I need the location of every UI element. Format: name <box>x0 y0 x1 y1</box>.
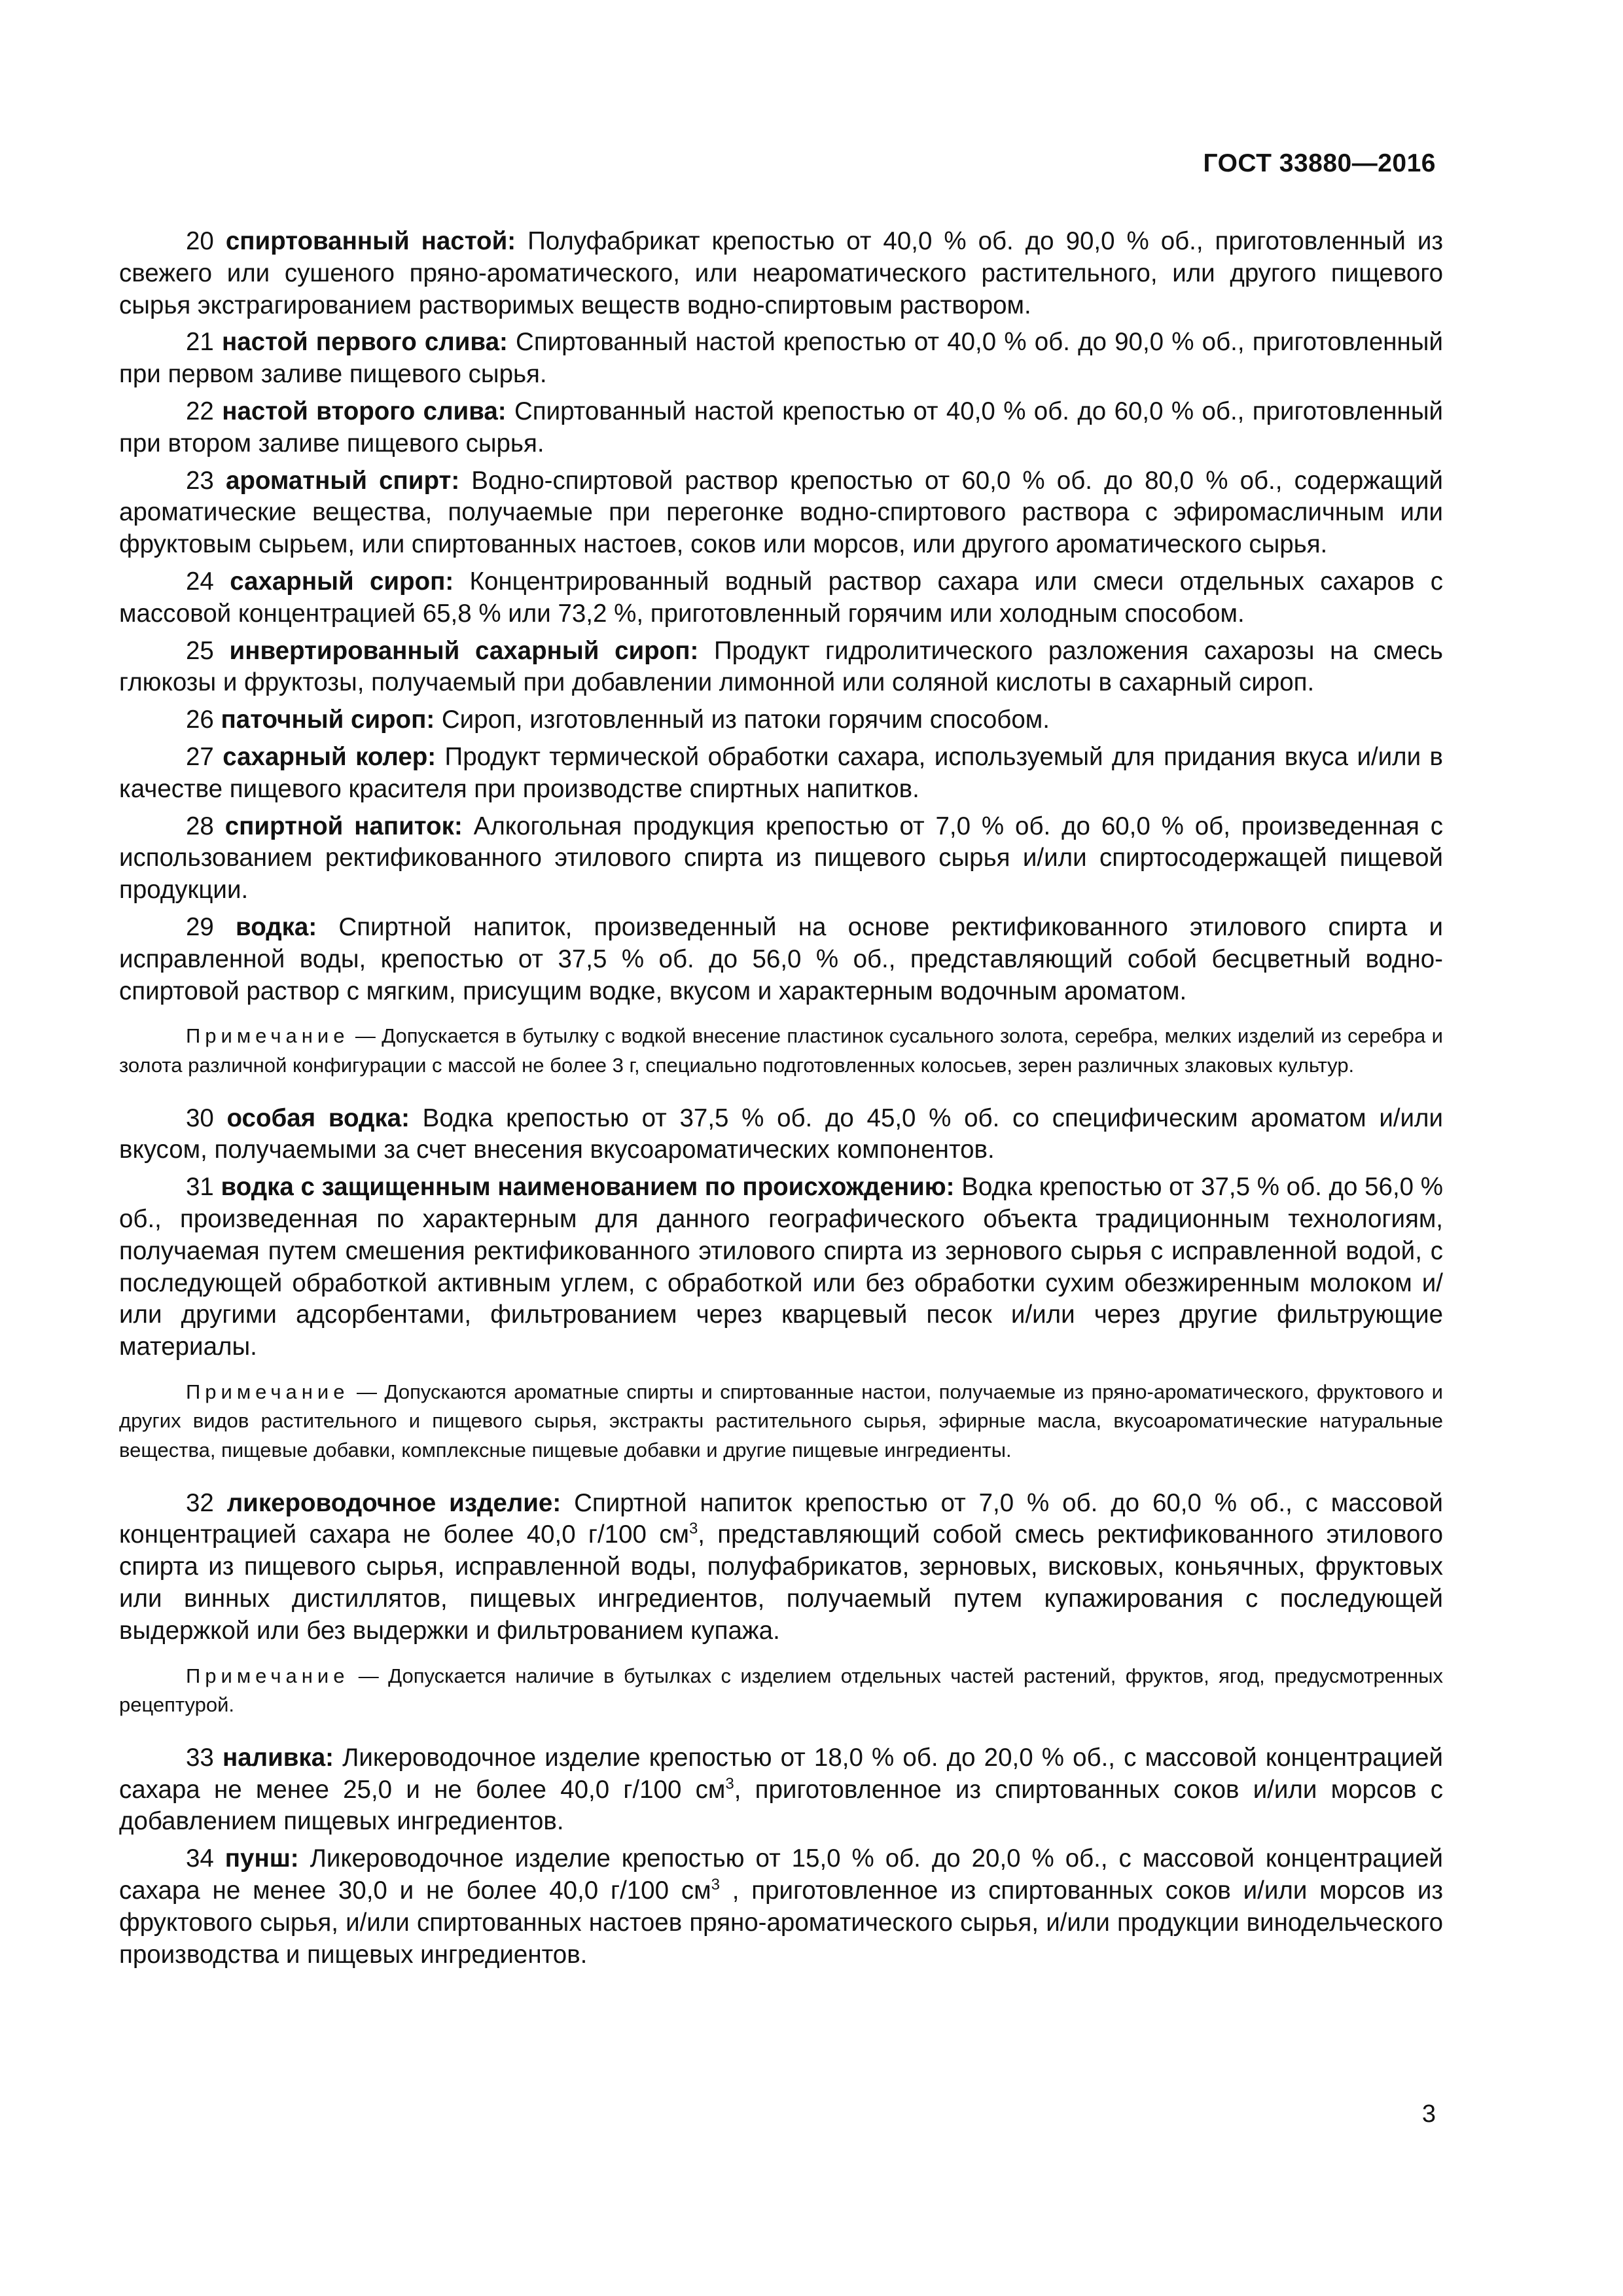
term-number: 29 <box>186 912 236 941</box>
term-number: 22 <box>186 397 223 425</box>
term-name: инвертированный сахарный сироп: <box>229 636 699 665</box>
term-26 <box>119 704 1443 736</box>
term-number: 24 <box>186 567 230 596</box>
note-label: Примечание <box>186 1380 349 1403</box>
note-text: Допускаются ароматные спирты и спиртованные настои, получаемые из пряно-ароматического, фруктового и других видов растительного и пищевого сырья, экстракты растительного сырья, эфирные масла, вкусоароматические натуральные вещества, пищевые добавки, комплексные пищевые добавки и другие пищевые ингредиенты. <box>119 1380 1443 1462</box>
superscript: 3 <box>688 1520 698 1538</box>
term-name: водка: <box>236 912 317 941</box>
term-name: пунш: <box>224 1844 299 1873</box>
term-name: сахарный колер: <box>223 742 437 771</box>
term-number: 28 <box>186 812 225 840</box>
term-25 <box>119 636 1443 700</box>
term-definition-part: , представляющий собой смесь ректификованного этилового спирта из пищевого сырья, исправленной воды, полуфабрикатов, зерновых, висковых, коньячных, фруктовых или винных дистиллятов, пищевых ингредиентов, получаемый путем купажирования с последующей выдержкой или без выдержки и фильтрованием купажа. <box>119 1520 1443 1645</box>
term-name: водка с защищенным наименованием по происхождению: <box>221 1173 955 1202</box>
term-definition: Водка крепостью от 37,5 % об. до 56,0 % об., произведенная по характерным для данного географического объекта традиционным технологиям, получаемая путем смешения ректификованного этилового спирта из зернового сырья с исправленной водой, с последующей обработкой активным углем, с обработкой или без обработки сухим обезжиренным молоком и/или другими адсорбентами, фильтрованием через кварцевый песок и/или через другие фильтрующие материалы. <box>119 1173 1444 1361</box>
term-definition-part: , приготовленное из спиртованных соков и/или морсов из фруктового сырья, и/или спиртованных настоев пряно-ароматического сырья, и/или продукции винодельческого производства и пищевых ингредиентов. <box>119 1876 1444 1969</box>
term-definition: Спиртованный настой крепостью от 40,0 % об. до 90,0 % об., приготовленный при первом заливе пищевого сырья. <box>119 328 1443 389</box>
term-27 <box>119 742 1443 806</box>
term-definition: Водно-спиртовой раствор крепостью от 60,0 % об. до 80,0 % об., содержащий ароматические вещества, получаемые при перегонке водно-спиртового раствора с эфиромасличным или фруктовым сырьем, или спиртованных настоев, соков или морсов, или другого ароматического сырья. <box>119 466 1443 559</box>
term-24 <box>119 566 1443 630</box>
page-number: 3 <box>1421 2100 1436 2128</box>
term-number: 25 <box>186 636 230 665</box>
standard-header: ГОСТ 33880—2016 <box>1203 149 1436 177</box>
term-name: настой второго слива: <box>222 397 507 425</box>
note-dash: — <box>349 1380 385 1403</box>
term-number: 23 <box>186 466 226 495</box>
term-23 <box>119 465 1443 561</box>
term-29 <box>119 912 1443 1007</box>
term-name: ликероводочное изделие: <box>226 1488 562 1517</box>
term-definition-part: , приготовленное из спиртованных соков и/или морсов с добавлением пищевых ингредиентов. <box>119 1775 1444 1836</box>
term-definition: Продукт гидролитического разложения сахарозы на смесь глюкозы и фруктозы, получаемый при добавлении лимонной или соляной кислоты в сахарный сироп. <box>119 636 1443 697</box>
term-28 <box>119 811 1443 906</box>
note-29 <box>119 1022 1443 1080</box>
note-dash: — <box>349 1664 389 1687</box>
term-definition: Водка крепостью от 37,5 % об. до 45,0 % об. со специфическим ароматом и/или вкусом, получаемыми за счет внесения вкусоароматических компонентов. <box>119 1103 1443 1164</box>
term-32 <box>119 1488 1443 1647</box>
term-definition-part: Спиртной напиток крепостью от 7,0 % об. до 60,0 % об., с массовой концентрацией сахара не более 40,0 г/100 см <box>119 1488 1443 1549</box>
term-number: 33 <box>186 1743 223 1772</box>
note-dash: — <box>349 1024 382 1048</box>
term-definition: Сироп, изготовленный из патоки горячим способом. <box>435 706 1050 734</box>
term-name: ароматный спирт: <box>225 466 460 495</box>
note-label: Примечание <box>186 1664 349 1687</box>
term-name: наливка: <box>222 1743 334 1772</box>
term-definition: Алкогольная продукция крепостью от 7,0 % об. до 60,0 % об, произведенная с использованием ректификованного этилового спирта из пищевого сырья и/или спиртосодержащей пищевой продукции. <box>119 812 1443 905</box>
term-definition: Спиртной напиток, произведенный на основе ректификованного этилового спирта и исправленной воды, крепостью от 37,5 % об. до 56,0 % об., представляющий собой бесцветный водно-спиртовой раствор с мягким, присущим водке, вкусом и характерным водочным ароматом. <box>119 912 1443 1005</box>
term-name: спиртной напиток: <box>224 812 463 840</box>
term-definition-part: Ликероводочное изделие крепостью от 18,0 % об. до 20,0 % об., с массовой концентрацией сахара не менее 25,0 и не более 40,0 г/100 см <box>119 1743 1443 1804</box>
term-21 <box>119 327 1443 391</box>
term-definition: Концентрированный водный раствор сахара или смеси отдельных сахаров с массовой концентрацией 65,8 % или 73,2 %, приготовленный горячим или холодным способом. <box>119 567 1443 628</box>
term-definition-part: Ликероводочное изделие крепостью от 15,0 % об. до 20,0 % об., с массовой концентрацией сахара не менее 30,0 и не более 40,0 г/100 см <box>119 1844 1443 1905</box>
term-number: 20 <box>186 227 226 255</box>
term-definition: Спиртованный настой крепостью от 40,0 % об. до 60,0 % об., приготовленный при втором заливе пищевого сырья. <box>119 397 1443 457</box>
term-number: 27 <box>186 742 223 771</box>
term-30 <box>119 1103 1443 1167</box>
term-definition: Полуфабрикат крепостью от 40,0 % об. до 90,0 % об., приготовленный из свежего или сушеного пряно-ароматического, или неароматического растительного, или другого пищевого сырья экстрагированием растворимых веществ водно-спиртовым раствором. <box>119 227 1443 319</box>
superscript: 3 <box>711 1876 720 1894</box>
superscript: 3 <box>725 1774 734 1793</box>
term-name: спиртованный настой: <box>225 227 516 255</box>
term-definition: Продукт термической обработки сахара, используемый для придания вкуса и/или в качестве пищевого красителя при производстве спиртных напитков. <box>119 742 1443 803</box>
term-name: паточный сироп: <box>221 706 435 734</box>
term-33 <box>119 1742 1443 1838</box>
term-number: 21 <box>186 328 223 357</box>
term-name: настой первого слива: <box>222 328 508 357</box>
note-31 <box>119 1378 1443 1465</box>
term-number: 34 <box>186 1844 225 1873</box>
term-number: 31 <box>186 1173 221 1202</box>
note-label: Примечание <box>186 1024 349 1048</box>
term-number: 30 <box>186 1103 227 1132</box>
term-22 <box>119 396 1443 460</box>
term-34 <box>119 1843 1443 1971</box>
term-name: сахарный сироп: <box>230 567 454 596</box>
term-number: 26 <box>186 706 221 734</box>
term-20 <box>119 226 1443 321</box>
note-text: Допускается наличие в бутылках с изделием отдельных частей растений, фруктов, ягод, предусмотренных рецептурой. <box>119 1664 1443 1717</box>
term-number: 32 <box>186 1488 227 1517</box>
note-32 <box>119 1662 1443 1720</box>
term-name: особая водка: <box>226 1103 410 1132</box>
term-31 <box>119 1172 1443 1363</box>
document-body <box>119 226 1443 1976</box>
note-text: Допускается в бутылку с водкой внесение пластинок сусального золота, серебра, мелких изделий из серебра и золота различной конфигурации с массой не более 3 г, специально подготовленных колосьев, зерен различных злаковых культур. <box>119 1024 1443 1077</box>
